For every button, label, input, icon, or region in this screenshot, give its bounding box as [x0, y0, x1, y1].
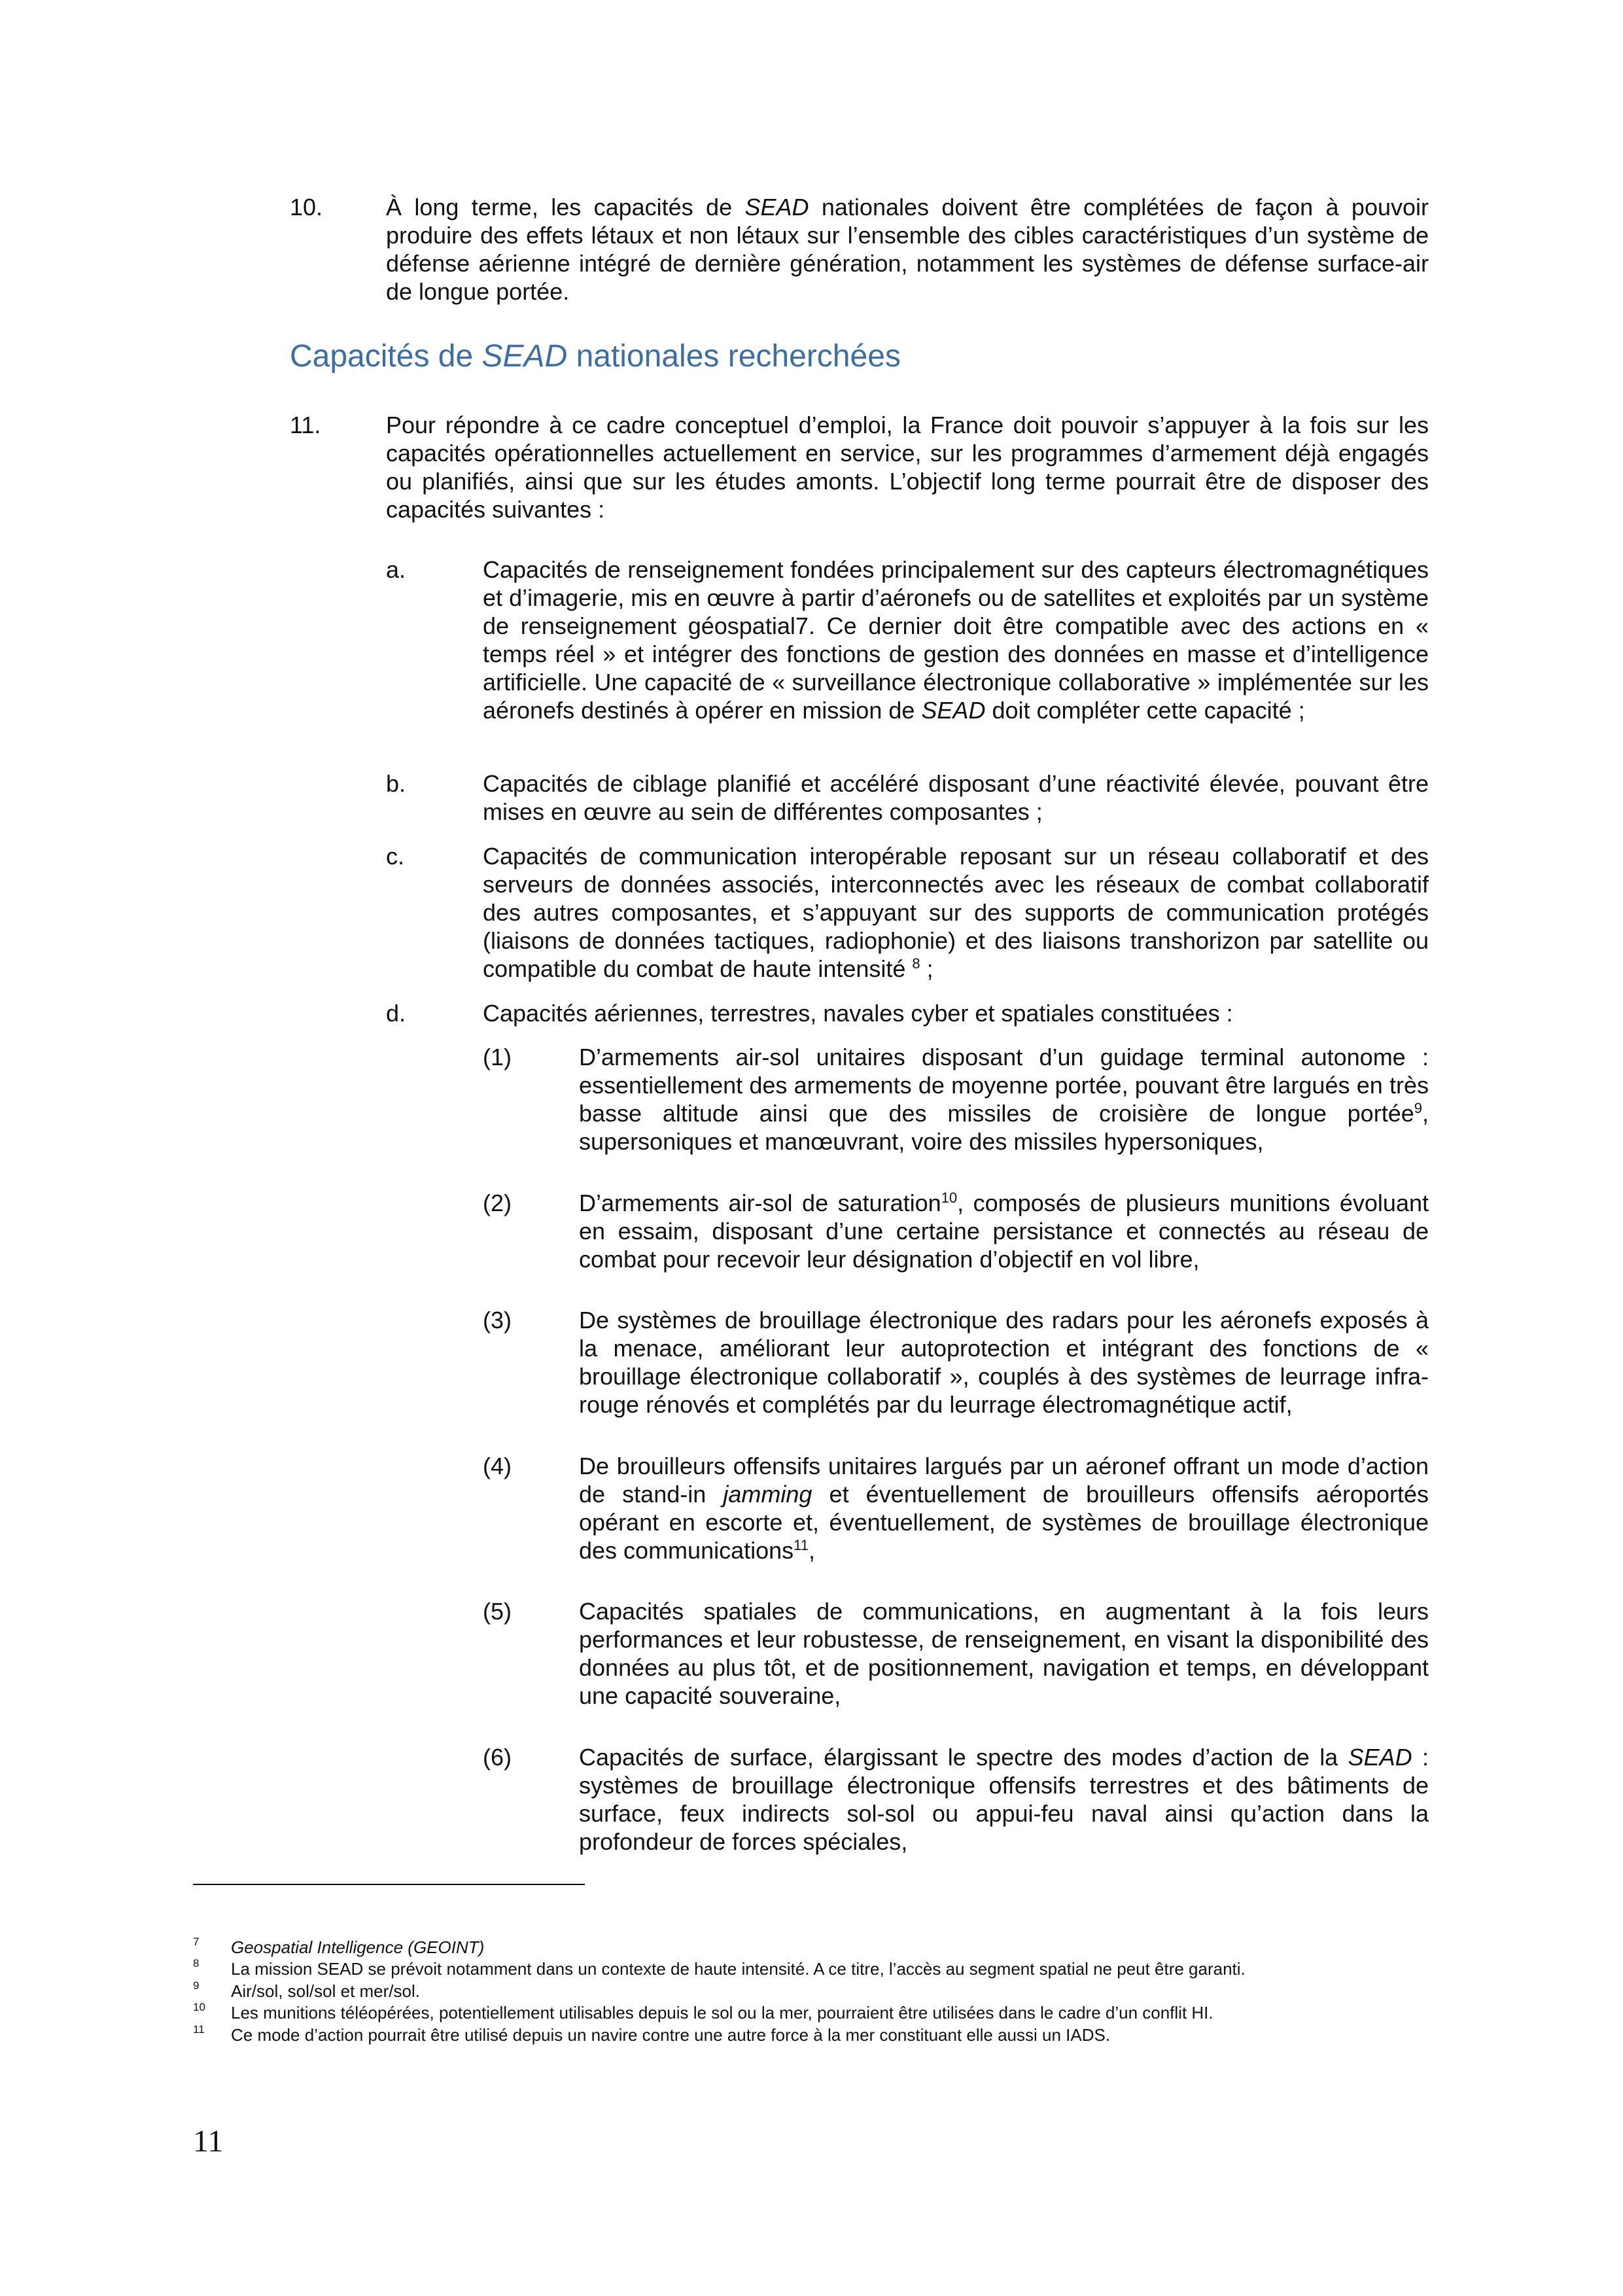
- paragraph-number: 10.: [290, 194, 323, 221]
- subitem-text: De systèmes de brouillage électronique des radars pour les aéronefs exposés à la menace, améliorant leur autoprotection et intégrant des fonctions de « brouillage électronique collaboratif », couplés à des systèmes de leurrage infra-rouge rénovés et complétés par du leurrage électromagnétique actif,: [579, 1307, 1429, 1418]
- item-text: [483, 842, 1429, 983]
- text: , composés de plusieurs munitions évoluant en essaim, disposant d’une certaine persistance et connectés au réseau de combat pour recevoir leur désignation d’objectif en vol libre,: [579, 1190, 1429, 1273]
- subitem-label: (1): [483, 1044, 512, 1070]
- subitem-label: (5): [483, 1598, 512, 1625]
- footnote-number: 11: [193, 2023, 205, 2036]
- text: Capacités de communication interopérable reposant sur un réseau collaboratif et des serveurs de données associés, interconnectés avec les réseaux de combat collaboratif des autres composantes, et s’appuyant sur des supports de communication protégés (liaisons de données tactiques, radiophonie) et des liaisons transhorizon par satellite ou compatible du combat de haute intensité: [483, 843, 1429, 982]
- subitem-label: (3): [483, 1307, 512, 1333]
- text: nationales recherchées: [567, 339, 901, 374]
- footnote-separator: [193, 1884, 585, 1885]
- footnote-ref[interactable]: 11: [794, 1537, 809, 1553]
- footnote-number: 9: [193, 1979, 200, 1992]
- footnote-text: Air/sol, sol/sol et mer/sol.: [231, 1981, 420, 2001]
- text: doit compléter cette capacité ;: [985, 697, 1305, 724]
- text: Capacités de: [290, 339, 482, 374]
- footnote-text: Geospatial Intelligence (GEOINT): [231, 1937, 485, 1957]
- footnote-text: Les munitions téléopérées, potentiellement utilisables depuis le sol ou la mer, pourraient être utilisées dans le cadre d’un conflit HI.: [231, 2003, 1213, 2022]
- text: Capacités de surface, élargissant le spectre des modes d’action de la: [579, 1744, 1348, 1771]
- text: ;: [920, 955, 934, 982]
- italic-text: SEAD: [481, 339, 568, 374]
- paragraph-text: [386, 193, 1429, 306]
- subitem-text: [579, 1043, 1429, 1156]
- text: ,: [809, 1537, 816, 1564]
- subitem-label: (2): [483, 1190, 512, 1216]
- item-label: b.: [386, 770, 406, 797]
- item-text: [483, 556, 1429, 724]
- subitem-label: (6): [483, 1744, 512, 1771]
- paragraph-text: Pour répondre à ce cadre conceptuel d’emploi, la France doit pouvoir s’appuyer à la fois sur les capacités opérationnelles actuellement en service, sur les programmes d’armement déjà engagés ou planifiés, ainsi que sur les études amonts. L’objectif long terme pourrait être de disposer des capacités suivantes :: [386, 412, 1429, 523]
- item-label: d.: [386, 1000, 406, 1027]
- subitem-text: [579, 1743, 1429, 1856]
- subitem-text: [579, 1189, 1429, 1273]
- italic-text: SEAD: [744, 194, 809, 221]
- footnote-number: 8: [193, 1957, 200, 1969]
- footnote-number: 7: [193, 1935, 200, 1948]
- section-heading: [290, 338, 901, 374]
- footnote-ref[interactable]: 8: [912, 955, 920, 972]
- subitem-text: Capacités spatiales de communications, en augmentant à la fois leurs performances et leur robustesse, de renseignement, en visant la disponibilité des données au plus tôt, et de positionnement, navigation et temps, en développant une capacité souveraine,: [579, 1598, 1429, 1709]
- text: : systèmes de brouillage électronique offensifs terrestres et des bâtiments de surface, feux indirects sol-sol ou appui-feu naval ainsi qu’action dans la profondeur de forces spéciales,: [579, 1744, 1429, 1855]
- item-label: a.: [386, 556, 406, 583]
- text: et éventuellement de brouilleurs offensifs aéroportés opérant en escorte et, éventuellement, de systèmes de brouillage électronique des communications: [579, 1481, 1429, 1564]
- paragraph-number: 11.: [290, 412, 321, 438]
- italic-text: SEAD: [1348, 1744, 1412, 1771]
- text: D’armements air-sol de saturation: [579, 1190, 941, 1216]
- italic-text: jamming: [723, 1481, 812, 1508]
- footnote-number: 10: [193, 2001, 205, 2013]
- page-number: 11: [193, 2124, 224, 2159]
- footnote-text: Ce mode d’action pourrait être utilisé depuis un navire contre une autre force à la mer constituant elle aussi un IADS.: [231, 2025, 1111, 2045]
- item-text: Capacités aériennes, terrestres, navales cyber et spatiales constituées :: [483, 1000, 1233, 1027]
- text: D’armements air-sol unitaires disposant d’un guidage terminal autonome : essentiellement des armements de moyenne portée, pouvant être largués en très basse altitude ainsi que des missiles de croisière de longue portée: [579, 1044, 1429, 1127]
- footnote-ref[interactable]: 9: [1414, 1100, 1422, 1116]
- text: À long terme, les capacités de: [386, 194, 745, 221]
- footnote-ref[interactable]: 10: [941, 1190, 958, 1206]
- subitem-label: (4): [483, 1453, 512, 1479]
- text: nationales doivent être complétées de façon à pouvoir produire des effets létaux et non létaux sur l’ensemble des cibles caractéristiques d’un système de défense aérienne intégré de dernière génération, notamment les systèmes de défense surface-air de longue portée.: [386, 194, 1429, 305]
- footnote-text: La mission SEAD se prévoit notamment dans un contexte de haute intensité. A ce titre, l’accès au segment spatial ne peut être garanti.: [231, 1959, 1246, 1979]
- item-label: c.: [386, 843, 405, 870]
- subitem-text: [579, 1452, 1429, 1564]
- text: , supersoniques et manœuvrant, voire des missiles hypersoniques,: [579, 1100, 1429, 1155]
- italic-text: SEAD: [921, 697, 986, 724]
- item-text: Capacités de ciblage planifié et accéléré disposant d’une réactivité élevée, pouvant être mises en œuvre au sein de différentes composantes ;: [483, 770, 1429, 825]
- text: De brouilleurs offensifs unitaires largués par un aéronef offrant un mode d’action de stand-in: [579, 1453, 1429, 1508]
- text: Capacités de renseignement fondées principalement sur des capteurs électromagnétiques et d’imagerie, mis en œuvre à partir d’aéronefs ou de satellites et exploités par un système de renseignement géospatial7. Ce dernier doit être compatible avec des actions en « temps réel » et intégrer des fonctions de gestion des données en masse et d’intelligence artificielle. Une capacité de « surveillance électronique collaborative » implémentée sur les aéronefs destinés à opérer en mission de: [483, 556, 1429, 724]
